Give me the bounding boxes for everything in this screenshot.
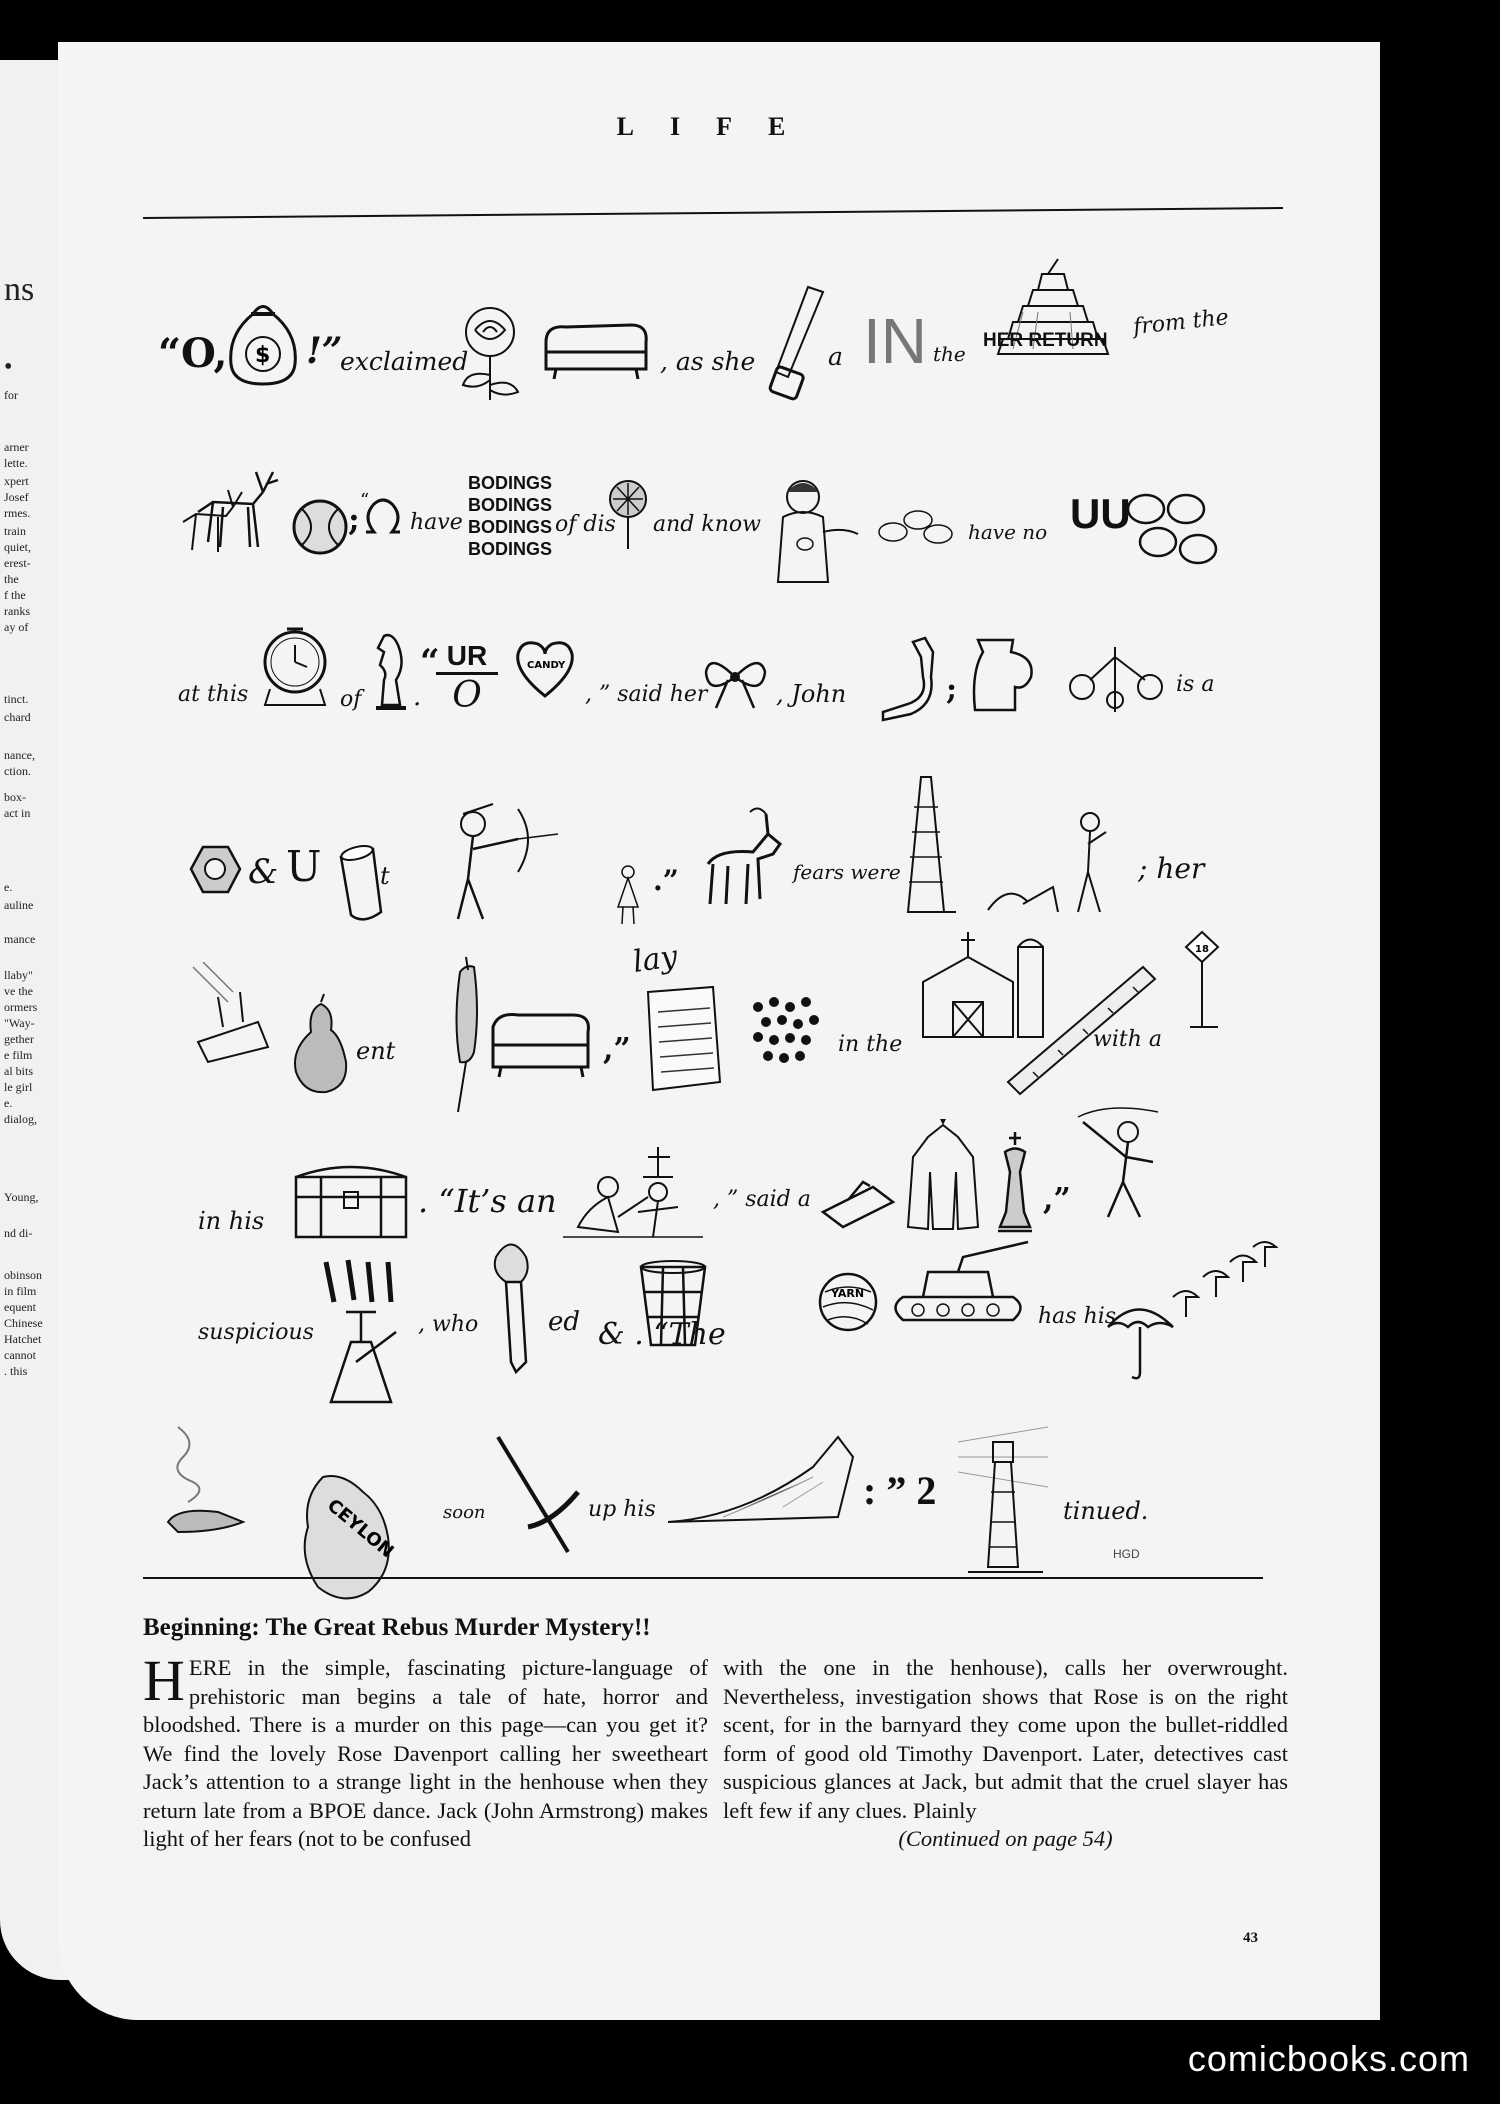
rebus-word: soon xyxy=(443,1502,486,1523)
left-page-text-fragment: ve the xyxy=(4,984,33,998)
left-page-text-fragment: chard xyxy=(4,710,31,724)
left-page-text-fragment: e. xyxy=(4,880,13,894)
left-page-text-fragment: the xyxy=(4,572,19,586)
rebus-word: & . “The xyxy=(598,1317,726,1352)
svg-text:CANDY: CANDY xyxy=(527,660,566,671)
chess-king-icon xyxy=(990,1127,1040,1242)
ball-of-yarn-icon xyxy=(813,1262,883,1337)
rebus-word: have xyxy=(410,510,463,535)
left-page-text-fragment: dialog, xyxy=(4,1112,37,1126)
umbrellas-row-icon xyxy=(1168,1237,1278,1332)
svg-text:CEYLON: CEYLON xyxy=(322,1494,398,1563)
rebus-word: !” xyxy=(306,330,343,372)
svg-text:18: 18 xyxy=(1195,944,1209,955)
sheet-music-icon xyxy=(638,982,728,1097)
tank-icon xyxy=(888,1232,1038,1332)
rebus-word: of dis xyxy=(555,512,616,537)
rebus-word: up his xyxy=(588,1497,656,1522)
trunk-chest-icon xyxy=(286,1152,416,1247)
rebus-word: , as she xyxy=(660,347,756,376)
page-number: 43 xyxy=(1243,1930,1258,1946)
left-page-text-fragment: tinct. xyxy=(4,692,29,706)
left-page-text-fragment: le girl xyxy=(4,1080,33,1094)
eggs-icon xyxy=(1118,487,1223,577)
rebus-word: . xyxy=(413,682,422,712)
magazine-header: LIFE xyxy=(616,112,822,141)
eyes-and-jack-icon xyxy=(306,1252,416,1412)
left-page-text-fragment: ns xyxy=(4,271,35,308)
rebus-word: ent xyxy=(356,1037,396,1065)
pickaxe-icon xyxy=(478,1432,588,1567)
rebus-word: in his xyxy=(198,1207,265,1235)
sofa-icon xyxy=(536,317,656,387)
rebus-word: suspicious xyxy=(198,1320,314,1345)
goat-icon xyxy=(688,804,793,914)
sleeve-cuff-icon xyxy=(663,1427,888,1527)
drop-cap: H xyxy=(143,1648,185,1713)
hex-nut-icon xyxy=(188,842,243,897)
left-page-text-fragment: . this xyxy=(4,1364,28,1378)
artist-signature: HGD xyxy=(1113,1547,1140,1561)
archer-icon xyxy=(423,794,563,924)
digging-men-icon xyxy=(558,1137,708,1247)
rebus-word: and know xyxy=(653,512,761,537)
left-page-text-fragment: act in xyxy=(4,806,31,820)
pear-icon xyxy=(286,992,356,1102)
left-page-text-fragment: Hatchet xyxy=(4,1332,42,1346)
rebus-word: ,” xyxy=(603,1032,631,1067)
baseball-icon xyxy=(290,497,350,557)
rebus-word: ; xyxy=(946,672,958,707)
lighthouse-tower-icon xyxy=(896,772,956,922)
pawnbroker-balls-icon xyxy=(1060,642,1170,717)
left-page-text-fragment: gether xyxy=(4,1032,34,1046)
left-page-text-fragment: ay of xyxy=(4,620,29,634)
left-page-text-fragment: f the xyxy=(4,588,26,602)
torch-icon xyxy=(476,1232,551,1377)
bow-icon xyxy=(698,642,773,712)
left-page-text-fragment: e. xyxy=(4,1096,13,1110)
her-return-label: HER RETURN xyxy=(983,330,1108,351)
rebus-word: in the xyxy=(838,1032,903,1057)
rebus-word: a xyxy=(828,342,843,371)
deer-icon xyxy=(178,462,293,557)
rebus-word: , ” said her xyxy=(585,682,708,707)
ur-over-o-fraction: UR O xyxy=(436,640,498,717)
rebus-word: U xyxy=(286,842,322,891)
rose-icon xyxy=(453,300,528,410)
left-page-text-fragment: Young, xyxy=(4,1190,39,1204)
rebus-word: .” xyxy=(653,864,679,897)
svg-text:YARN: YARN xyxy=(831,1287,865,1300)
man-holding-eggs-icon xyxy=(763,472,873,592)
left-page-text-fragment: quiet, xyxy=(4,540,31,554)
left-page-text-fragment: xpert xyxy=(4,474,29,488)
bodings-stack: BODINGS BODINGS BODINGS BODINGS xyxy=(468,473,553,559)
rebus-word: lay xyxy=(630,939,680,980)
ceylon-island-map-icon xyxy=(283,1467,413,1612)
svg-text:“: “ xyxy=(360,492,370,511)
chess-knight-icon xyxy=(370,620,410,715)
left-page-text-fragment: llaby" xyxy=(4,968,33,982)
alarm-clock-icon xyxy=(255,617,335,717)
left-page-text-fragment: for xyxy=(4,388,18,402)
rebus-word: exclaimed xyxy=(340,347,469,376)
rebus-word: has his xyxy=(1038,1304,1117,1329)
svg-text:$: $ xyxy=(255,343,271,368)
left-page-text-fragment: nd di- xyxy=(4,1226,33,1240)
left-page-text-fragment: ormers xyxy=(4,1000,38,1014)
top-rule xyxy=(143,207,1283,219)
left-page-text-fragment: mance xyxy=(4,932,36,946)
rebus-word: ,” xyxy=(1043,1182,1071,1217)
left-page-text-fragment: box- xyxy=(4,790,26,804)
rebus-word: : ” 2 xyxy=(863,1468,937,1513)
left-page-text-fragment: in film xyxy=(4,1284,37,1298)
rebus-word: is a xyxy=(1176,672,1215,697)
left-page-text-fragment: Chinese xyxy=(4,1316,43,1330)
rebus-word: “ xyxy=(420,642,440,682)
left-page-text-fragment: arner xyxy=(4,440,29,454)
picnic-scene-icon xyxy=(978,812,1118,922)
rebus-word: have no xyxy=(968,520,1048,544)
pile-of-logs-icon xyxy=(873,492,958,552)
coat-icon xyxy=(898,1117,988,1242)
thistle-icon xyxy=(603,477,653,552)
flexed-arm-icon xyxy=(873,632,943,722)
left-page-text-fragment: al bits xyxy=(4,1064,33,1078)
rebus-word: “O, xyxy=(158,330,228,377)
armchair-sofa-icon xyxy=(483,1007,598,1082)
left-page-text-fragment: erest- xyxy=(4,556,31,570)
rebus-word: t xyxy=(380,862,390,890)
rebus-word: with a xyxy=(1093,1027,1162,1052)
left-page-text-fragment: nance, xyxy=(4,748,35,762)
site-watermark: comicbooks.com xyxy=(1187,2038,1470,2079)
small-girl-figure-icon xyxy=(608,862,648,927)
smoking-cigar-icon xyxy=(158,1422,258,1537)
article-title: Beginning: The Great Rebus Murder Mystery!! xyxy=(143,1614,651,1641)
rebus-word: & xyxy=(248,852,279,892)
ship-wreck-icon xyxy=(188,962,288,1072)
lighthouse-icon xyxy=(948,1422,1058,1582)
magazine-page xyxy=(58,42,1380,2020)
rebus-word: at this xyxy=(178,682,249,707)
omega-horseshoe-icon xyxy=(358,492,408,537)
left-page-text-fragment: equent xyxy=(4,1300,36,1314)
rebus-word: . “It’s an xyxy=(418,1182,557,1220)
left-page-text-fragment: obinson xyxy=(4,1268,43,1282)
left-page-text-fragment: lette. xyxy=(4,456,28,470)
left-page-text-fragment: • xyxy=(4,354,13,380)
rebus-word: ; her xyxy=(1138,852,1205,885)
bottom-rule xyxy=(143,1577,1263,1579)
left-page-text-fragment: e film xyxy=(4,1048,33,1062)
left-page-text-fragment: rmes. xyxy=(4,506,31,520)
rebus-word: ed xyxy=(548,1307,581,1337)
rebus-word: the xyxy=(933,342,966,366)
rebus-word: tinued. xyxy=(1063,1497,1149,1525)
saw-icon xyxy=(768,282,828,402)
man-with-whip-icon xyxy=(1068,1102,1188,1222)
left-page-text-fragment: train xyxy=(4,524,26,538)
rebus-word: fears were xyxy=(793,860,901,884)
left-page-text-fragment: auline xyxy=(4,898,34,912)
article-column-2: with the one in the henhouse), calls her overwrought. Nevertheless, investigation shows that Rose is on the right scent, for in the barnyard they come upon the bullet-riddled form of good old Timothy Davenport. Later, detectives cast suspicious glances at Jack, but admit that the cruel slayer has left few if any clues. Plainly (Continued on page 54) xyxy=(723,1654,1288,1854)
left-page-text-fragment: ranks xyxy=(4,604,30,618)
continued-note: (Continued on page 54) xyxy=(898,1826,1113,1851)
left-page-text-fragment: Josef xyxy=(4,490,29,504)
money-bag-icon xyxy=(223,294,303,389)
rebus-word: , who xyxy=(418,1312,479,1337)
candy-heart-icon xyxy=(510,634,580,704)
rebus-word: , John xyxy=(776,680,847,708)
rebus-word: of xyxy=(340,687,362,712)
rebus-word: IN xyxy=(863,305,927,377)
rebus-word: UU xyxy=(1070,490,1131,537)
left-page-text-fragment: ction. xyxy=(4,764,31,778)
rebus-word: from the xyxy=(1131,305,1230,340)
pitcher-icon xyxy=(963,632,1053,717)
bullets-pellets-icon xyxy=(748,992,838,1077)
article-column-1: HERE in the simple, fascinating picture-language of prehistoric man begins a tale of hate, horror and bloodshed. There is a murder on this page—can you get it? We find the lovely Rose Davenport calling her sweetheart Jack’s attention to a strange light in the henhouse when they return late from a BPOE dance. Jack (John Armstrong) makes light of her fears (not to be confused xyxy=(143,1648,708,1851)
rebus-word: ; xyxy=(348,500,360,538)
golf-flag-18-icon xyxy=(1180,927,1240,1037)
left-page-text-fragment: cannot xyxy=(4,1348,36,1362)
rebus-word: , ” said a xyxy=(713,1187,811,1212)
left-page-text-fragment: "Way- xyxy=(4,1016,35,1030)
carpenter-plane-icon xyxy=(818,1172,898,1232)
